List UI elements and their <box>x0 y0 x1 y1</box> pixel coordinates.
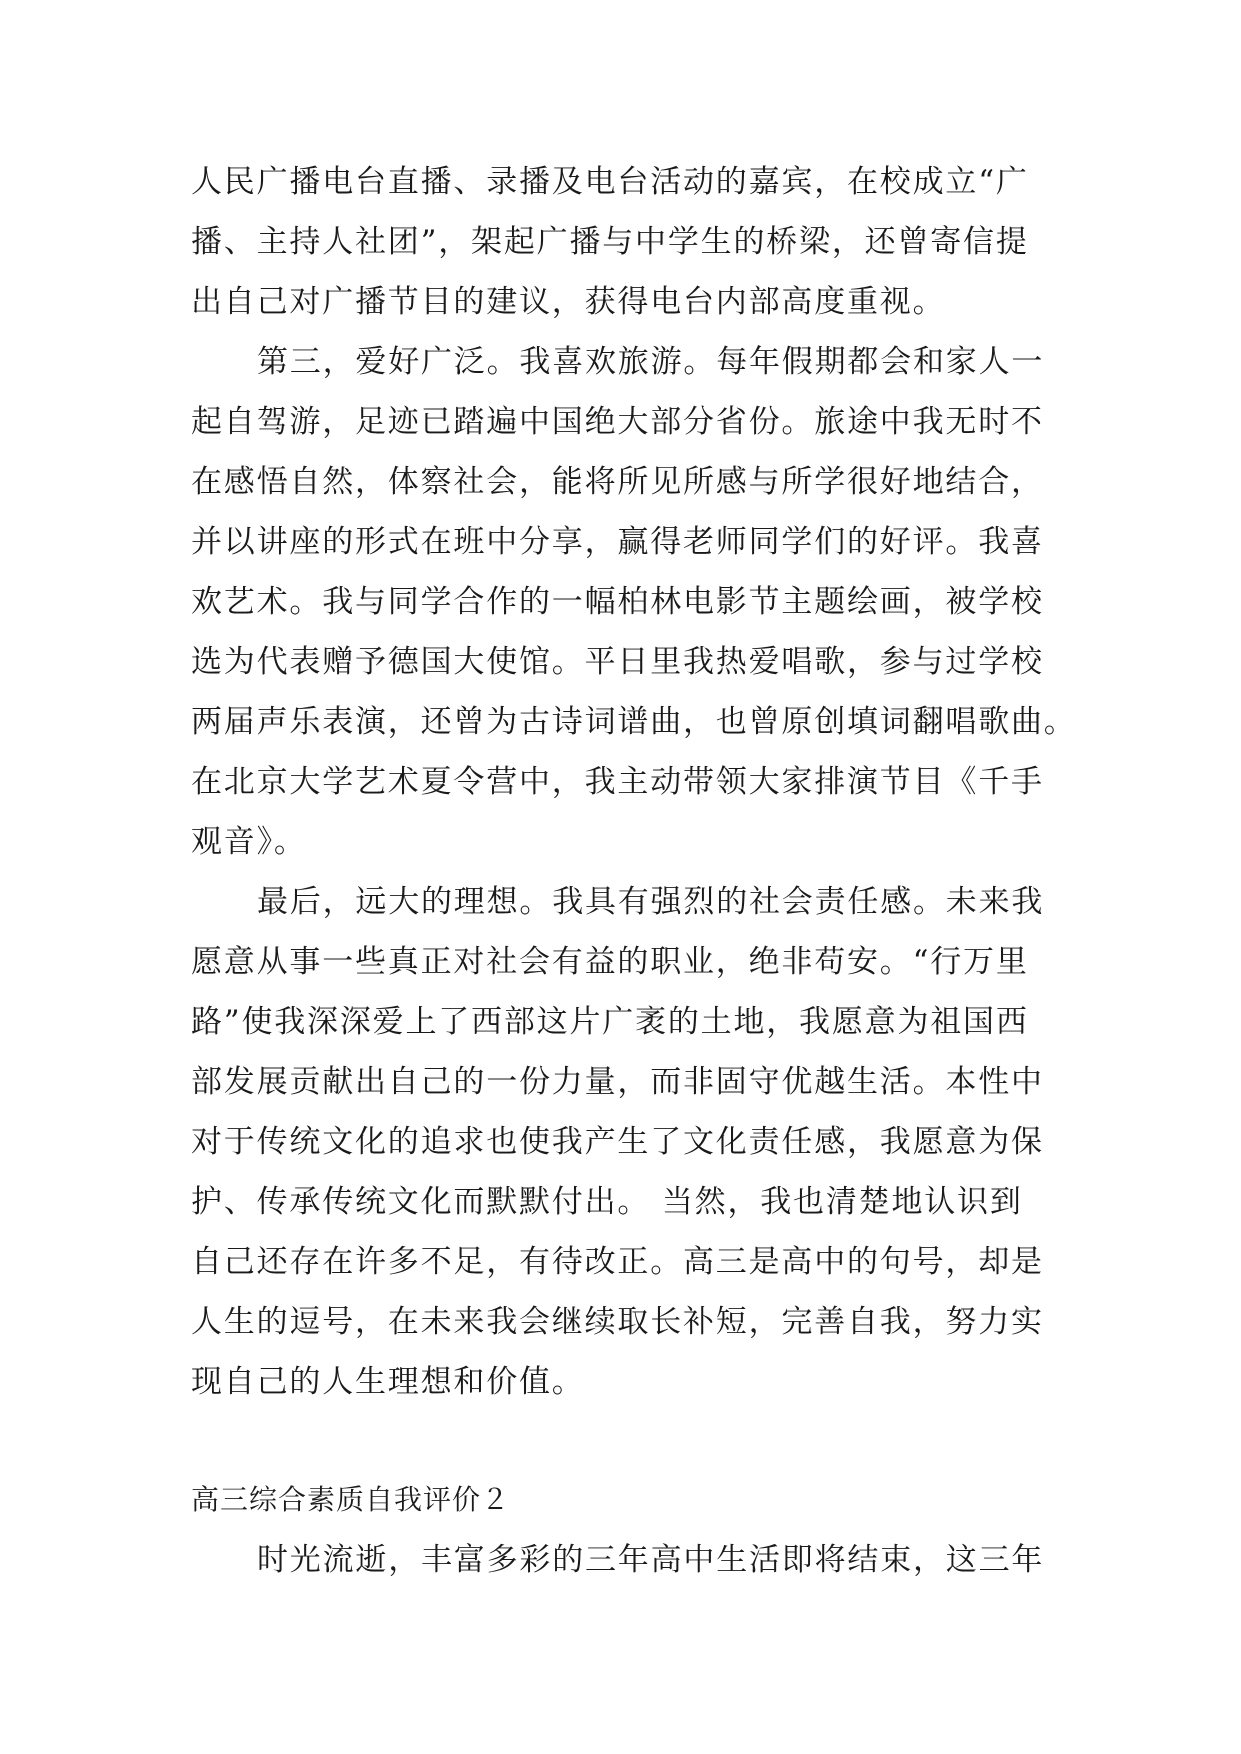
text-line: 在北京大学艺术夏令营中，我主动带领大家排演节目《千手 <box>191 764 1044 800</box>
text-line: 第三，爱好广泛。我喜欢旅游。每年假期都会和家人一 <box>257 344 1045 380</box>
text-line: 路”使我深深爱上了西部这片广袤的土地，我愿意为祖国西 <box>191 1004 1029 1040</box>
section-heading: 高三综合素质自我评价２ <box>191 1483 511 1516</box>
paragraph-radio-activities <box>191 152 1051 332</box>
text-line: 人生的逗号，在未来我会继续取长补短，完善自我，努力实 <box>191 1304 1044 1340</box>
text-line: 现自己的人生理想和价值。 <box>191 1364 585 1400</box>
text-line: 欢艺术。我与同学合作的一幅柏林电影节主题绘画，被学校 <box>191 584 1044 620</box>
text-line: 愿意从事一些真正对社会有益的职业，绝非苟安。“行万里 <box>191 944 1029 980</box>
text-line: 护、传承传统文化而默默付出。 当然，我也清楚地认识到 <box>191 1184 1023 1220</box>
paragraph-hobbies <box>191 332 1077 872</box>
text-line: 人民广播电台直播、录播及电台活动的嘉宾，在校成立“广 <box>191 164 1029 200</box>
document-body <box>191 152 1077 1590</box>
text-line: 并以讲座的形式在班中分享，赢得老师同学们的好评。我喜 <box>191 524 1044 560</box>
text-line: 在感悟自然，体察社会，能将所见所感与所学很好地结合， <box>191 464 1044 500</box>
paragraph-opening <box>191 1530 1051 1590</box>
text-line: 起自驾游，足迹已踏遍中国绝大部分省份。旅途中我无时不 <box>191 404 1044 440</box>
text-line: 最后，远大的理想。我具有强烈的社会责任感。未来我 <box>257 884 1045 920</box>
text-line: 出自己对广播节目的建议，获得电台内部高度重视。 <box>191 284 946 320</box>
text-line: 自己还存在许多不足，有待改正。高三是高中的句号，却是 <box>191 1244 1044 1280</box>
text-line: 观音》。 <box>191 824 307 860</box>
text-line: 时光流逝，丰富多彩的三年高中生活即将结束，这三年 <box>257 1542 1045 1578</box>
text-line: 部发展贡献出自己的一份力量，而非固守优越生活。本性中 <box>191 1064 1044 1100</box>
text-line: 两届声乐表演，还曾为古诗词谱曲，也曾原创填词翻唱歌曲。 <box>191 704 1077 740</box>
text-line: 播、主持人社团”，架起广播与中学生的桥梁，还曾寄信提 <box>191 224 1029 260</box>
paragraph-ideals <box>191 872 1051 1412</box>
text-line: 对于传统文化的追求也使我产生了文化责任感，我愿意为保 <box>191 1124 1044 1160</box>
section-spacer <box>191 1412 1051 1470</box>
text-line: 选为代表赠予德国大使馆。平日里我热爱唱歌，参与过学校 <box>191 644 1044 680</box>
